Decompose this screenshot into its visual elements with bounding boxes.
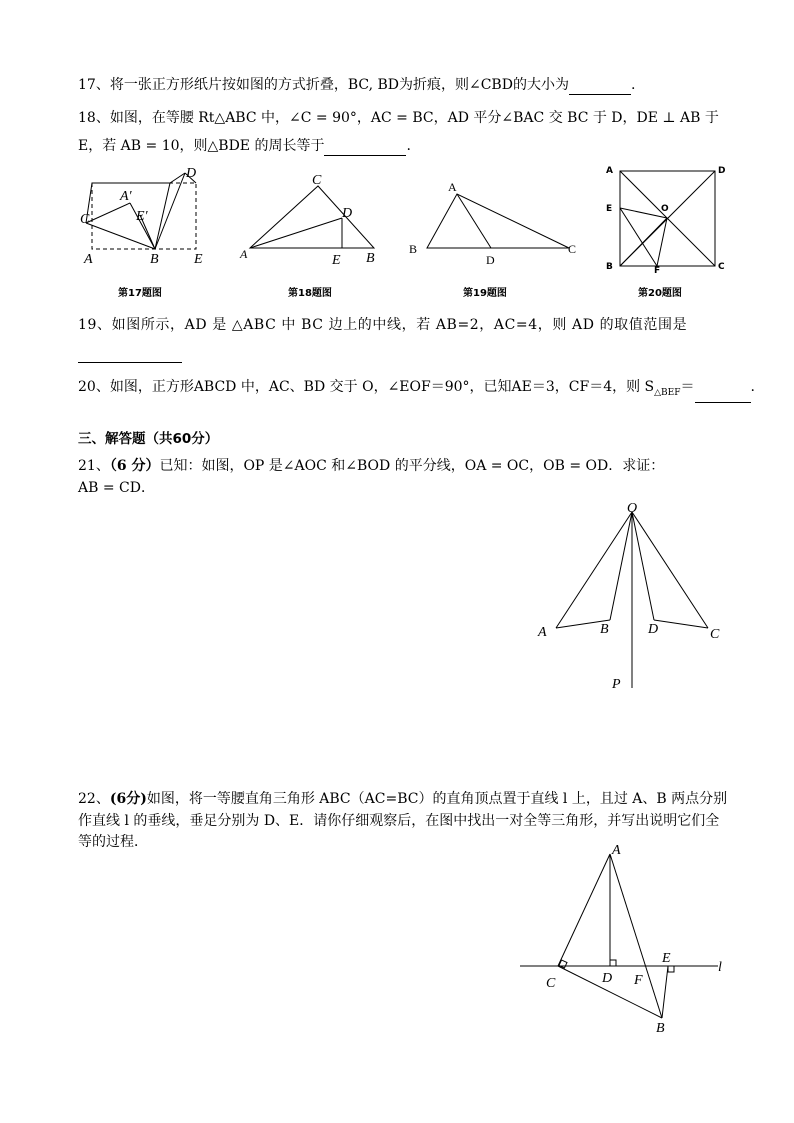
label-B: B [409, 242, 418, 256]
label-C: C [312, 173, 322, 188]
label-A-prime: A′ [120, 189, 132, 204]
answer-blank[interactable] [324, 141, 406, 156]
label-A: A [606, 166, 613, 176]
label-A: A [84, 252, 93, 267]
label-P: P [612, 677, 621, 692]
label-F: F [654, 266, 661, 276]
question-22: 22、(6分)如图，将一等腰直角三角形 ABC（AC=BC）的直角顶点置于直线 l 上，且过 A、B 两点分别 [78, 791, 728, 807]
label-B: B [600, 622, 609, 637]
figure-20 [604, 163, 729, 276]
caption-17: 第17题图 [118, 288, 162, 299]
label-D: D [342, 206, 353, 221]
label-B: B [366, 251, 375, 266]
label-B: B [150, 252, 159, 267]
answer-blank[interactable] [695, 388, 751, 403]
label-E: E [332, 253, 341, 268]
figure-21 [532, 500, 732, 695]
question-18-line2: E，若 AB = 10，则△BDE 的周长等于 . [78, 138, 411, 154]
question-22-line2: 作直线 l 的垂线，垂足分别为 D、E．请你仔细观察后，在图中找出一对全等三角形，并写出说明它们全 [78, 813, 720, 829]
question-21-line2: AB = CD． [78, 480, 155, 496]
question-18-line1: 18、如图，在等腰 Rt△ABC 中，∠C = 90°，AC = BC，AD 平分∠BAC 交 BC 于 D，DE ⊥ AB 于 [78, 110, 719, 126]
label-l: l [718, 960, 722, 975]
label-F: F [634, 973, 643, 988]
answer-blank[interactable] [569, 80, 631, 95]
question-19: 19、如图所示，AD 是 △ABC 中 BC 边上的中线，若 AB=2，AC=4，则 AD 的取值范围是 [78, 317, 688, 333]
figure-17 [80, 165, 210, 270]
label-D: D [602, 971, 613, 986]
label-E-prime: E′ [136, 209, 148, 224]
label-D: D [648, 622, 659, 637]
question-22-line3: 等的过程． [78, 834, 148, 850]
label-E: E [194, 252, 203, 267]
label-C: C [718, 262, 725, 272]
label-O: O [627, 501, 638, 516]
label-C: C [80, 212, 90, 227]
answer-blank[interactable] [78, 348, 182, 363]
figure-22 [518, 840, 738, 1035]
caption-20: 第20题图 [638, 288, 682, 299]
label-A: A [612, 843, 621, 858]
label-E: E [606, 204, 613, 214]
question-19-line2 [78, 343, 718, 363]
label-C: C [546, 976, 556, 991]
caption-19: 第19题图 [463, 288, 507, 299]
label-C: C [568, 242, 577, 256]
figure-19 [405, 180, 580, 265]
label-B: B [656, 1021, 665, 1036]
label-C: C [710, 627, 720, 642]
section-title: 三、解答题（共60分） [78, 431, 219, 447]
label-A: A [538, 625, 547, 640]
question-20: 20、如图，正方形ABCD 中，AC、BD 交于 O，∠EOF＝90°，已知AE＝3，CF＝4，则 $S_{\triangle BEF}=$ . [78, 377, 718, 403]
question-17: 17、将一张正方形纸片按如图的方式折叠，BC, BD为折痕，则∠CBD的大小为 . [78, 77, 636, 93]
label-E: E [662, 951, 671, 966]
label-D: D [718, 166, 726, 176]
label-A: A [240, 247, 248, 261]
label-O: O [661, 204, 669, 214]
label-D: D [186, 166, 197, 181]
figure-18 [240, 172, 380, 267]
question-21: 21、（6 分）已知：如图，OP 是∠AOC 和∠BOD 的平分线，OA = OC，OB = OD．求证： [78, 458, 665, 474]
label-A: A [448, 180, 457, 194]
label-B: B [606, 262, 613, 272]
caption-18: 第18题图 [288, 288, 332, 299]
label-D: D [486, 253, 495, 267]
